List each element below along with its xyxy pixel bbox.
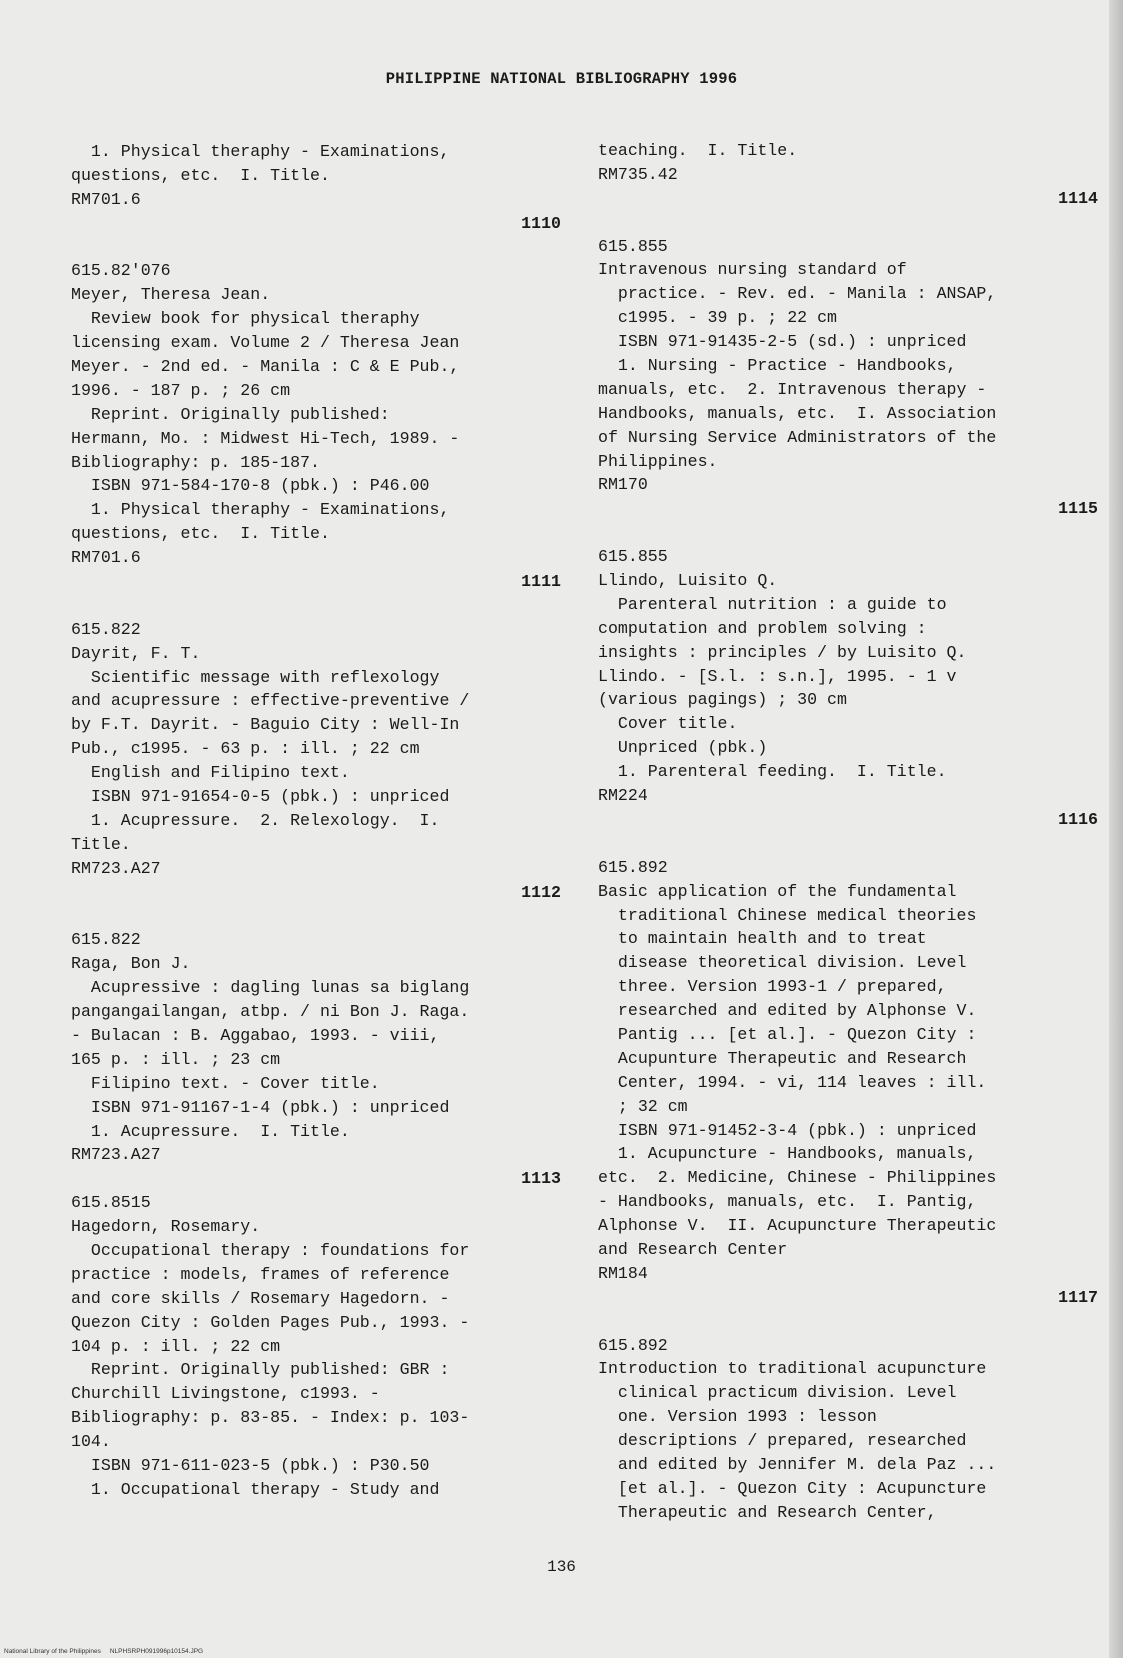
entry-line: c1995. - 39 p. ; 22 cm	[598, 308, 837, 328]
entry-line: 1. Acupuncture - Handbooks, manuals,	[598, 1144, 977, 1164]
entry-number: 1113	[521, 1169, 561, 1189]
entry-line: descriptions / prepared, researched	[598, 1431, 967, 1451]
entry-line: Review book for physical theraphy	[71, 309, 420, 329]
entry-line: 615.855	[598, 236, 668, 256]
entry-line: - Handbooks, manuals, etc. I. Pantig,	[598, 1192, 977, 1212]
entry-line: 615.822	[71, 930, 141, 950]
entry-line: teaching. I. Title.	[598, 141, 798, 160]
entry-line: 104.	[71, 1432, 111, 1452]
entry-line: Llindo, Luisito Q.	[598, 571, 778, 591]
entry-line: Quezon City : Golden Pages Pub., 1993. -	[71, 1312, 470, 1332]
entry-line: 1. Physical theraphy - Examinations,	[71, 500, 450, 520]
entry-line: 1996. - 187 p. ; 26 cm	[71, 380, 291, 400]
entry-line: practice. - Rev. ed. - Manila : ANSAP,	[598, 284, 997, 304]
entry-line: disease theoretical division. Level	[598, 953, 967, 973]
entry-gap	[71, 905, 561, 929]
page-header: PHILIPPINE NATIONAL BIBLIOGRAPHY 1996	[385, 70, 738, 88]
entry-line: 615.82'076	[71, 261, 171, 281]
entry-line: 1. Acupressure. I. Title.	[71, 1121, 350, 1141]
entry-line: by F.T. Dayrit. - Baguio City : Well-In	[71, 715, 460, 735]
entry-line: Occupational therapy : foundations for	[71, 1240, 470, 1260]
entry-line: and acupressure : effective-preventive /	[71, 691, 470, 711]
entry-line: computation and problem solving :	[598, 618, 927, 638]
entry-line: and core skills / Rosemary Hagedorn. -	[71, 1288, 450, 1308]
entry-line: 615.822	[71, 619, 141, 639]
entry-line: ISBN 971-91452-3-4 (pbk.) : unpriced	[598, 1120, 977, 1140]
entry-line: RM184	[598, 1263, 648, 1283]
entry-line: Hagedorn, Rosemary.	[71, 1217, 261, 1237]
entry-line: RM723.A27	[71, 1145, 161, 1165]
entry-line: questions, etc. I. Title.	[71, 165, 330, 185]
entry-line: practice : models, frames of reference	[71, 1264, 450, 1284]
entry-number: 1110	[521, 213, 561, 233]
entry-line: [et al.]. - Quezon City : Acupuncture	[598, 1478, 987, 1498]
entry-line: 1. Occupational therapy - Study and	[71, 1479, 440, 1499]
entry-line: Unpriced (pbk.)	[598, 738, 768, 758]
entry-gap	[598, 832, 1098, 856]
page-edge-shadow	[1109, 0, 1123, 1658]
entry-line: RM723.A27	[71, 858, 161, 878]
entry-line: Cover title.	[598, 714, 738, 734]
entry-line: Alphonse V. II. Acupuncture Therapeutic	[598, 1216, 997, 1236]
entry-line: 615.855	[598, 547, 668, 567]
entry-gap	[598, 211, 1098, 235]
entry-line: 1. Parenteral feeding. I. Title.	[598, 762, 947, 782]
entry-line: traditional Chinese medical theories	[598, 905, 977, 925]
entry-number: 1116	[1058, 809, 1098, 829]
entry-line: RM701.6	[71, 189, 141, 209]
left-column	[71, 140, 561, 1502]
entry-line: researched and edited by Alphonse V.	[598, 1001, 977, 1021]
entry-line: 165 p. : ill. ; 23 cm	[71, 1049, 281, 1069]
entry-line: ISBN 971-91654-0-5 (pbk.) : unpriced	[71, 787, 450, 807]
entry-line: Reprint. Originally published:	[71, 404, 390, 424]
entry-number: 1115	[1058, 499, 1098, 519]
entry-line: 1. Acupressure. 2. Relexology. I.	[71, 810, 440, 830]
entry-line: Pantig ... [et al.]. - Quezon City :	[598, 1024, 977, 1044]
entry-line: ISBN 971-91435-2-5 (sd.) : unpriced	[598, 332, 967, 352]
entry-line: Scientific message with reflexology	[71, 667, 440, 687]
entry-line: Meyer, Theresa Jean.	[71, 285, 271, 305]
entry-line: 615.8515	[71, 1193, 151, 1213]
entry-number: 1112	[521, 882, 561, 902]
entry-gap	[598, 521, 1098, 545]
entry-line: 1. Nursing - Practice - Handbooks,	[598, 356, 957, 376]
entry-line: Meyer. - 2nd ed. - Manila : C & E Pub.,	[71, 357, 460, 377]
entry-line: Dayrit, F. T.	[71, 643, 201, 663]
entry-line: ISBN 971-611-023-5 (pbk.) : P30.50	[71, 1455, 430, 1475]
entry-line: to maintain health and to treat	[598, 929, 927, 949]
entry-line: clinical practicum division. Level	[598, 1383, 957, 1403]
entry-line: Raga, Bon J.	[71, 954, 191, 974]
entry-line: pangangailangan, atbp. / ni Bon J. Raga.	[71, 1002, 470, 1022]
entry-line: - Bulacan : B. Aggabao, 1993. - viii,	[71, 1025, 440, 1045]
entry-line: and edited by Jennifer M. dela Paz ...	[598, 1454, 997, 1474]
entry-line: ISBN 971-584-170-8 (pbk.) : P46.00	[71, 476, 430, 496]
entry-line: insights : principles / by Luisito Q.	[598, 642, 967, 662]
entry-line: (various pagings) ; 30 cm	[598, 690, 847, 710]
entry-line: RM735.42	[598, 164, 678, 184]
entry-line: Introduction to traditional acupuncture	[598, 1359, 987, 1379]
entry-line: Title.	[71, 834, 131, 854]
entry-gap	[71, 594, 561, 618]
entry-line: Philippines.	[598, 451, 718, 471]
entry-line: Acupressive : dagling lunas sa biglang	[71, 978, 470, 998]
entry-number: 1117	[1058, 1287, 1098, 1307]
entry-line: 1. Physical theraphy - Examinations,	[71, 142, 450, 161]
entry-line: one. Version 1993 : lesson	[598, 1407, 877, 1427]
entry-line: Reprint. Originally published: GBR :	[71, 1360, 450, 1380]
entry-line: three. Version 1993-1 / prepared,	[598, 977, 947, 997]
entry-line: Intravenous nursing standard of	[598, 260, 907, 280]
entry-line: of Nursing Service Administrators of the	[598, 427, 997, 447]
entry-line: questions, etc. I. Title.	[71, 524, 330, 544]
scan-footer: National Library of the Philippines NLPHSRPH091996p10154.JPG	[4, 1648, 204, 1655]
entry-line: Hermann, Mo. : Midwest Hi-Tech, 1989. -	[71, 428, 460, 448]
entry-line: Filipino text. - Cover title.	[71, 1073, 380, 1093]
entry-line: Pub., c1995. - 63 p. : ill. ; 22 cm	[71, 739, 420, 759]
entry-number: 1111	[521, 572, 561, 592]
entry-line: Basic application of the fundamental	[598, 881, 957, 901]
entry-line: etc. 2. Medicine, Chinese - Philippines	[598, 1168, 997, 1188]
entry-line: RM224	[598, 786, 648, 806]
entry-line: Therapeutic and Research Center,	[598, 1502, 937, 1522]
entry-line: Handbooks, manuals, etc. I. Association	[598, 403, 997, 423]
entry-gap	[598, 1310, 1098, 1334]
entry-line: Parenteral nutrition : a guide to	[598, 594, 947, 614]
entry-line: 615.892	[598, 857, 668, 877]
entry-line: RM170	[598, 475, 648, 495]
entry-line: English and Filipino text.	[71, 763, 350, 783]
entry-line: Churchill Livingstone, c1993. -	[71, 1384, 380, 1404]
entry-line: ; 32 cm	[598, 1096, 688, 1116]
right-column	[598, 139, 1098, 1525]
entry-line: Bibliography: p. 83-85. - Index: p. 103-	[71, 1408, 470, 1428]
entry-line: ISBN 971-91167-1-4 (pbk.) : unpriced	[71, 1097, 450, 1117]
entry-number: 1114	[1058, 188, 1098, 208]
entry-line: manuals, etc. 2. Intravenous therapy -	[598, 379, 987, 399]
page-number: 136	[547, 1558, 576, 1576]
entry-line: 615.892	[598, 1335, 668, 1355]
entry-line: Center, 1994. - vi, 114 leaves : ill.	[598, 1072, 987, 1092]
entry-line: Llindo. - [S.l. : s.n.], 1995. - 1 v	[598, 666, 957, 686]
entry-line: 104 p. : ill. ; 22 cm	[71, 1336, 281, 1356]
entry-line: Acupunture Therapeutic and Research	[598, 1048, 967, 1068]
entry-gap	[71, 236, 561, 260]
entry-line: Bibliography: p. 185-187.	[71, 452, 320, 472]
entry-line: RM701.6	[71, 548, 141, 568]
entry-line: and Research Center	[598, 1239, 788, 1259]
entry-line: licensing exam. Volume 2 / Theresa Jean	[71, 333, 460, 353]
